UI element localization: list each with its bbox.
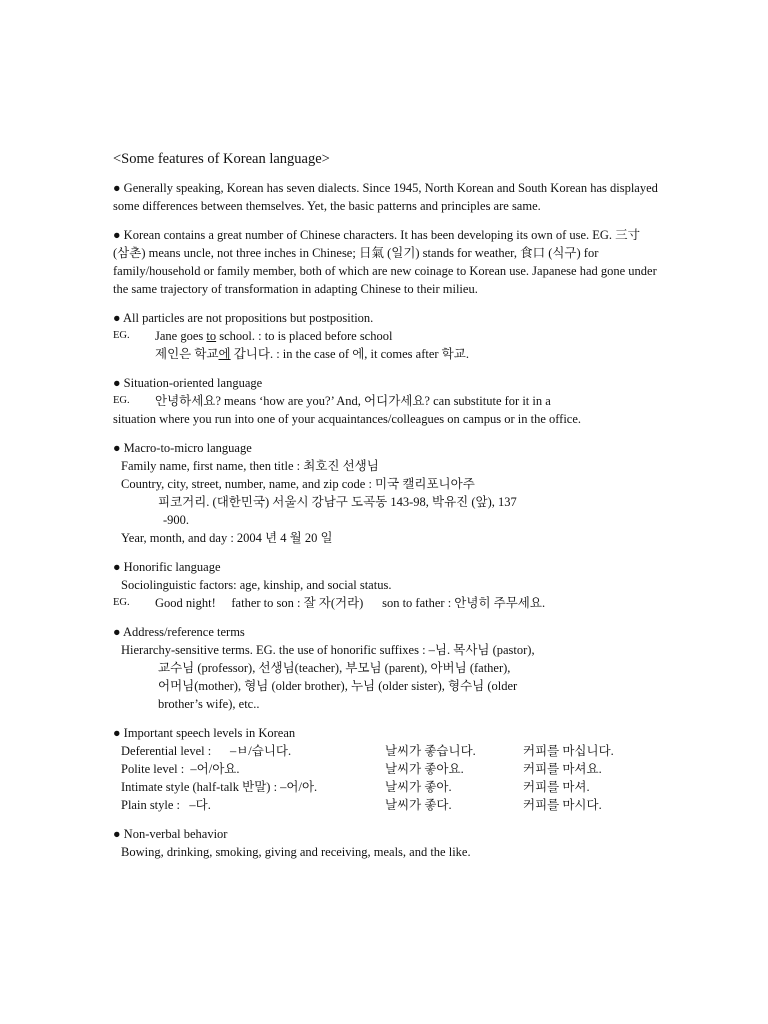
section-address-terms: [113, 623, 658, 713]
list-line: Year, month, and day : 2004 년 4 월 20 일: [121, 531, 333, 545]
section-heading: ● Macro-to-micro language: [113, 441, 252, 455]
section-heading: ● Address/reference terms: [113, 625, 245, 639]
underlined-word: 에: [218, 347, 231, 361]
coffee-example: 커피를 마십니다.: [523, 744, 614, 758]
paragraph-continuation: situation where you run into one of your acquaintances/colleagues on campus or in the office.: [113, 412, 582, 426]
speech-level-label: Plain style : –다.: [121, 798, 211, 812]
example-text-part: 제인은 학교: [155, 347, 219, 361]
list-line: 교수님 (professor), 선생님(teacher), 부모님 (parent), 아버님 (father),: [158, 661, 511, 675]
section-chinese-characters: [113, 226, 658, 298]
eg-label: EG.: [113, 330, 130, 341]
list-line: -900.: [163, 513, 190, 527]
section-nonverbal: [113, 825, 658, 861]
list-line: Hierarchy-sensitive terms. EG. the use of honorific suffixes : –님. 목사님 (pastor),: [121, 643, 535, 657]
weather-example: 날씨가 좋아.: [385, 780, 452, 794]
example-text: [155, 327, 392, 345]
weather-example: 날씨가 좋습니다.: [385, 744, 476, 758]
section-heading: ● All particles are not propositions but postposition.: [113, 311, 374, 325]
example-text: Good night! father to son : 잘 자(거라) son to father : 안녕히 주무세요.: [155, 596, 546, 610]
section-heading: ● Honorific language: [113, 560, 221, 574]
section-dialects: [113, 179, 658, 215]
list-line: Bowing, drinking, smoking, giving and receiving, meals, and the like.: [121, 845, 471, 859]
speech-level-label: Deferential level : –ㅂ/습니다.: [121, 744, 292, 758]
example-line-korean: [113, 345, 658, 363]
section-situation: [113, 374, 658, 428]
example-text: [155, 345, 469, 363]
list-line: 어머님(mother), 형님 (older brother), 누님 (older sister), 형수님 (older: [158, 679, 518, 693]
coffee-example: 커피를 마시다.: [523, 798, 602, 812]
weather-example: 날씨가 좋아요.: [385, 762, 464, 776]
example-text: 안녕하세요? means ‘how are you?’ And, 어디가세요? can substitute for it in a: [155, 394, 551, 408]
section-honorific: [113, 558, 658, 612]
list-line: brother’s wife), etc..: [158, 697, 260, 711]
section-heading: ● Non-verbal behavior: [113, 827, 228, 841]
underlined-word: to: [206, 329, 217, 343]
eg-label: EG.: [113, 395, 130, 406]
section-speech-levels: [113, 724, 658, 814]
page-title: <Some features of Korean language>: [113, 151, 330, 167]
section-particles: [113, 309, 658, 363]
list-line: Family name, first name, then title : 최호진 선생님: [121, 459, 379, 473]
list-line: Sociolinguistic factors: age, kinship, and social status.: [121, 578, 392, 592]
speech-level-table: [113, 742, 658, 814]
speech-level-label: Intimate style (half-talk 반말) : –어/아.: [121, 780, 318, 794]
speech-level-label: Polite level : –어/아요.: [121, 762, 240, 776]
weather-example: 날씨가 좋다.: [385, 798, 452, 812]
list-line: Country, city, street, number, name, and zip code : 미국 캘리포니아주: [121, 477, 475, 491]
example-text-part: school. : to is placed before school: [216, 329, 393, 343]
example-text-part: Jane goes: [155, 329, 207, 343]
eg-spacer: [113, 345, 155, 363]
paragraph-chinese-characters: ● Korean contains a great number of Chinese characters. It has been developing its own of use. EG. 三寸 (삼촌) means uncle, not three inches in Chinese; 日氣 (일기) stands for weather, 食口 (식구) for family/household or family member, both of which are new coinage to Korean use. Japanese had gone under the same trajectory of transformation in adapting Chinese to their milieu.: [113, 228, 657, 296]
section-heading: ● Situation-oriented language: [113, 376, 263, 390]
coffee-example: 커피를 마셔.: [523, 780, 590, 794]
coffee-example: 커피를 마셔요.: [523, 762, 602, 776]
list-line: 피코거리. (대한민국) 서울시 강남구 도곡동 143-98, 박유진 (앞), 137: [158, 495, 517, 509]
eg-label: EG.: [113, 597, 130, 608]
example-line: [113, 594, 658, 612]
document-body: [113, 150, 658, 872]
example-text-part: 갑니다. : in the case of 에, it comes after 학교.: [230, 347, 469, 361]
example-line-english: [113, 327, 658, 345]
section-heading: ● Important speech levels in Korean: [113, 726, 296, 740]
example-line: [113, 392, 658, 410]
paragraph-dialects: ● Generally speaking, Korean has seven dialects. Since 1945, North Korean and South Korean has displayed some differences between themselves. Yet, the basic patterns and principles are same.: [113, 181, 658, 213]
section-macro-micro: [113, 439, 658, 547]
